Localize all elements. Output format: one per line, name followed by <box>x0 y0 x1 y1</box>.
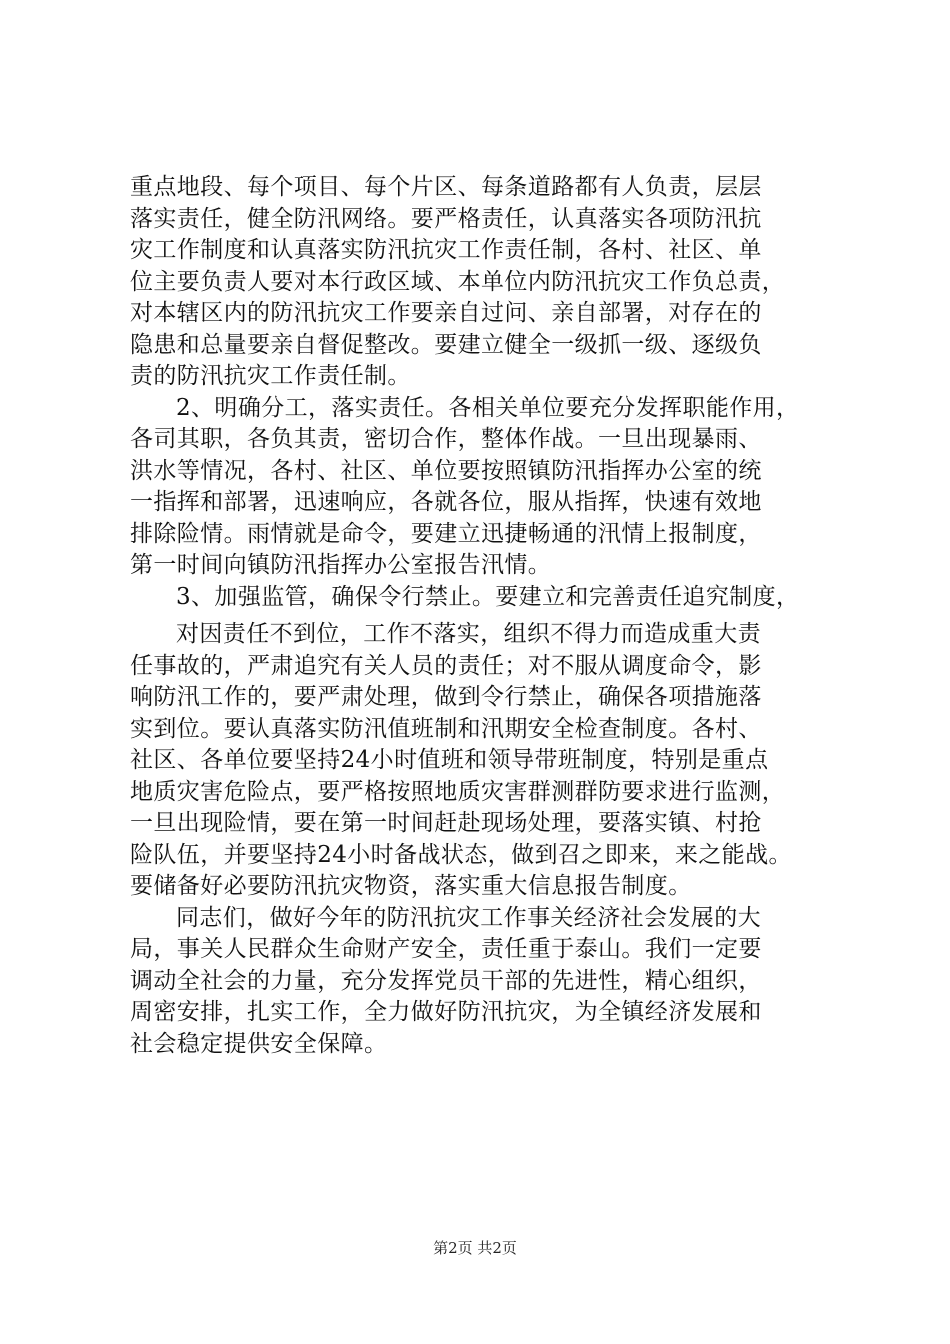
text-line: 一旦出现险情，要在第一时间赶赴现场处理，要落实镇、村抢 <box>130 810 762 836</box>
text-line: 险队伍，并要坚持24小时备战状态，做到召之即来，来之能战。 <box>130 841 792 868</box>
text-block-lower <box>130 619 830 1060</box>
text-line: 地质灾害危险点，要严格按照地质灾害群测群防要求进行监测， <box>130 778 786 805</box>
text-line: 对本辖区内的防汛抗灾工作要亲自过问、亲自部署，对存在的 <box>130 300 762 326</box>
paragraph-start-line: 2、明确分工，落实责任。各相关单位要充分发挥职能作用， <box>176 394 800 421</box>
text-line: 社会稳定提供安全保障。 <box>130 1030 388 1057</box>
text-line: 一指挥和部署，迅速响应，各就各位，服从指挥，快速有效地 <box>130 489 762 515</box>
text-line: 要储备好必要防汛抗灾物资，落实重大信息报告制度。 <box>130 873 692 899</box>
text-line: 位主要负责人要对本行政区域、本单位内防汛抗灾工作负总责， <box>130 268 786 295</box>
paragraph-start-line: 3、加强监管，确保令行禁止。要建立和完善责任追究制度， <box>176 583 800 610</box>
paragraph-start-line: 同志们，做好今年的防汛抗灾工作事关经济社会发展的大 <box>176 904 761 931</box>
text-line: 责的防汛抗灾工作责任制。 <box>130 363 411 389</box>
text-line: 落实责任，健全防汛网络。要严格责任，认真落实各项防汛抗 <box>130 205 762 232</box>
paragraph-start-line: 对因责任不到位，工作不落实，组织不得力而造成重大责 <box>176 621 761 647</box>
text-line: 响防汛工作的，要严肃处理，做到令行禁止，确保各项措施落 <box>130 684 762 710</box>
text-line: 社区、各单位要坚持24小时值班和领导带班制度，特别是重点 <box>130 747 769 773</box>
text-line: 重点地段、每个项目、每个片区、每条道路都有人负责，层层 <box>130 174 762 200</box>
text-line: 灾工作制度和认真落实防汛抗灾工作责任制，各村、社区、单 <box>130 237 762 263</box>
text-line: 任事故的，严肃追究有关人员的责任；对不服从调度命令，影 <box>130 652 762 679</box>
text-line: 局，事关人民群众生命财产安全，责任重于泰山。我们一定要 <box>130 936 762 962</box>
text-line: 调动全社会的力量，充分发挥党员干部的先进性，精心组织， <box>130 967 762 994</box>
text-block-upper <box>130 172 830 613</box>
text-line: 实到位。要认真落实防汛值班制和汛期安全检查制度。各村、 <box>130 715 762 742</box>
text-line: 隐患和总量要亲自督促整改。要建立健全一级抓一级、逐级负 <box>130 331 762 358</box>
page-number-footer: 第2页 共2页 <box>433 1239 517 1257</box>
text-line: 第一时间向镇防汛指挥办公室报告汛情。 <box>130 552 552 578</box>
text-line: 排除险情。雨情就是命令，要建立迅捷畅通的汛情上报制度， <box>130 520 762 547</box>
text-line: 周密安排，扎实工作，全力做好防汛抗灾，为全镇经济发展和 <box>130 999 762 1025</box>
text-line: 各司其职，各负其责，密切合作，整体作战。一旦出现暴雨、 <box>130 426 762 452</box>
text-line: 洪水等情况，各村、社区、单位要按照镇防汛指挥办公室的统 <box>130 457 762 484</box>
